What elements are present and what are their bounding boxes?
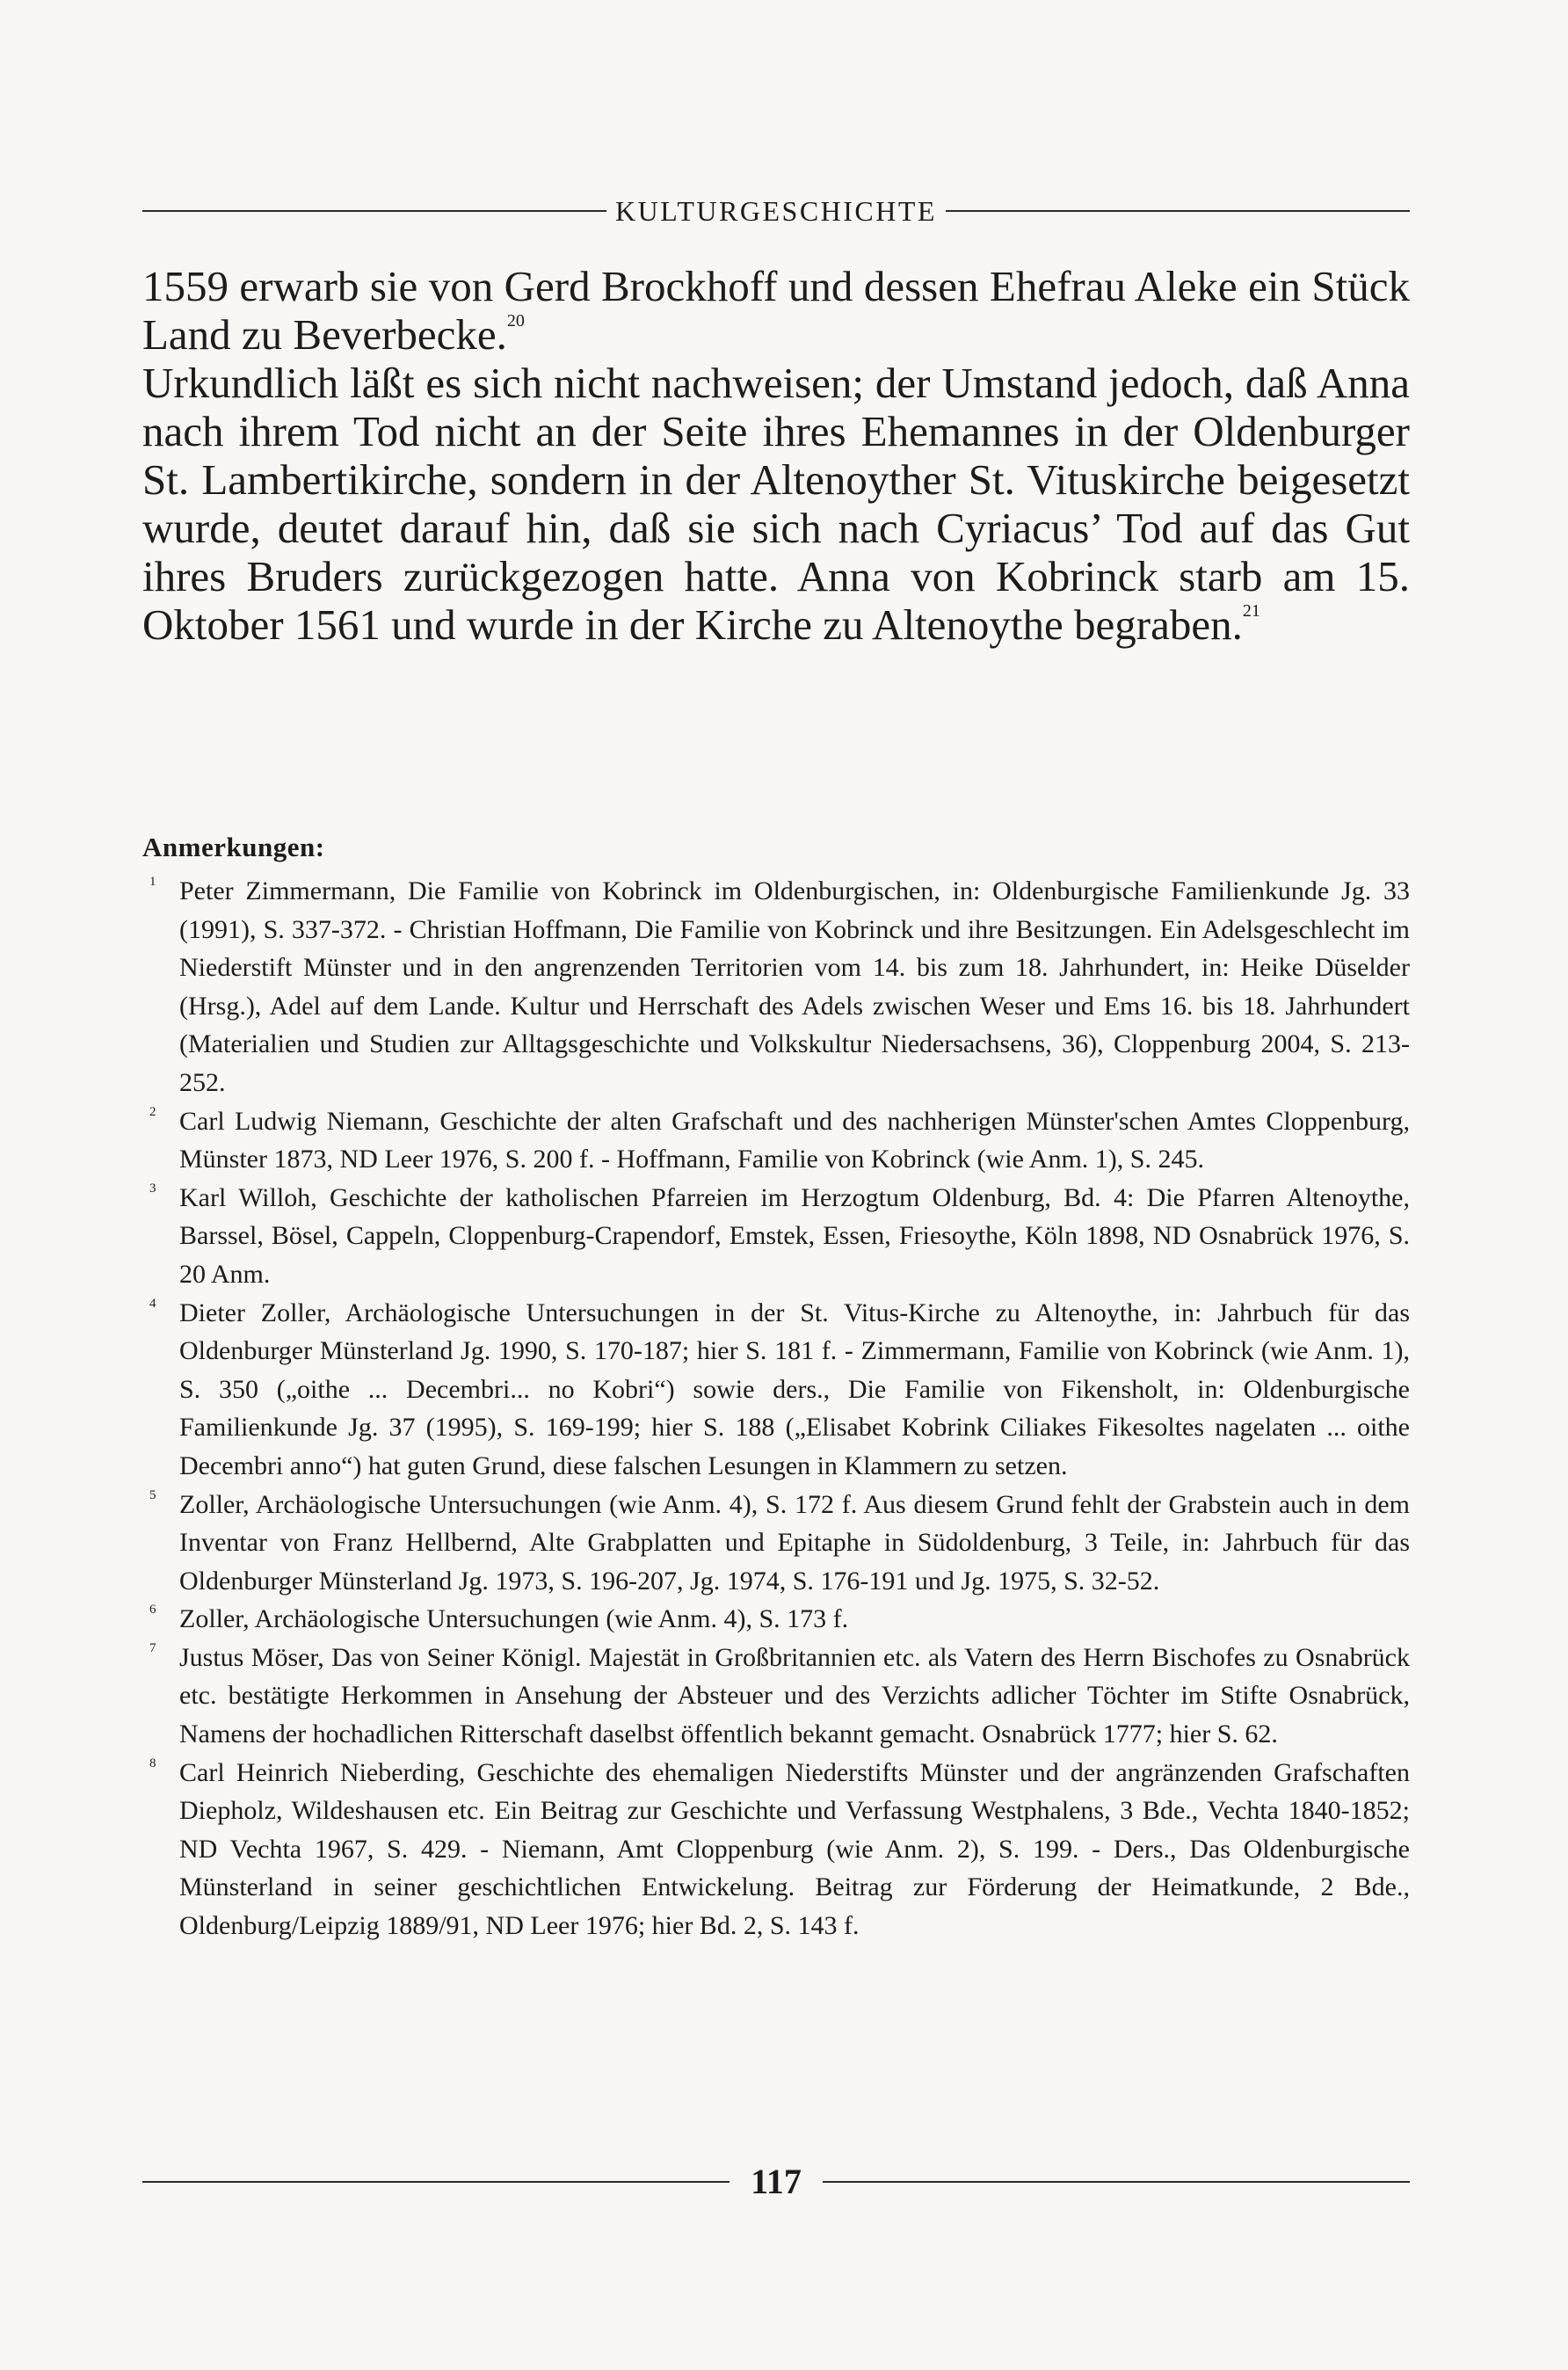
notes-heading: Anmerkungen: — [142, 832, 325, 862]
footnote-8: 8 Carl Heinrich Nieberding, Geschichte des ehemaligen Niederstifts Münster und der angränzenden Grafschaften Diepholz, Wildeshausen etc. Ein Beitrag zur Geschichte und Verfassung Westphalens, 3 Bde., Vechta 1840-1852; ND Vechta 1967, S. 429. - Niemann, Amt Cloppenburg (wie Anm. 2), S. 199. - Ders., Das Oldenburgische Münsterland in seiner geschichtlichen Entwickelung. Beitrag zur Förderung der Heimatkunde, 2 Bde., Oldenburg/Leipzig 1889/91, ND Leer 1976; hier Bd. 2, S. 143 f. — [149, 1756, 1410, 1941]
footnote-3: 3 Karl Willoh, Geschichte der katholischen Pfarreien im Herzogtum Oldenburg, Bd. 4: Die Pfarren Altenoythe, Barssel, Bösel, Cappeln, Cloppenburg-Crapendorf, Emstek, Essen, Friesoythe, Köln 1898, ND Osnabrück 1976, S. 20 Anm. — [149, 1181, 1410, 1289]
footnote-5: 5 Zoller, Archäologische Untersuchungen (wie Anm. 4), S. 172 f. Aus diesem Grund fehlt der Grabstein auch in dem Inventar von Franz Hellbernd, Alte Grabplatten und Epitaphe in Südoldenburg, 3 Teile, in: Jahrbuch für das Oldenburger Münsterland Jg. 1973, S. 196-207, Jg. 1974, S. 176-191 und Jg. 1975, S. 32-52. — [149, 1487, 1410, 1596]
header-rule-right — [946, 210, 1410, 212]
footer-rule-left — [142, 2181, 730, 2183]
footnote-number: 3 — [149, 1181, 156, 1196]
footnote-2: 2 Carl Ludwig Niemann, Geschichte der alten Grafschaft und des nachherigen Münster'schen Amtes Cloppenburg, Münster 1873, ND Leer 1976, S. 200 f. - Hoffmann, Familie von Kobrinck (wie Anm. 1), S. 245. — [149, 1104, 1410, 1174]
footnote-6: 6 Zoller, Archäologische Untersuchungen (wie Anm. 4), S. 173 f. — [149, 1603, 849, 1634]
footnote-ref-21: 21 — [1242, 601, 1260, 621]
header-rule-left — [142, 210, 606, 212]
footnote-number: 4 — [149, 1296, 156, 1311]
footnote-ref-20: 20 — [506, 311, 525, 331]
main-text — [142, 262, 1410, 649]
footnotes-list — [142, 872, 1410, 1945]
page-footer — [142, 2164, 1410, 2199]
footnote-number: 7 — [149, 1640, 156, 1655]
page-number: 117 — [751, 2162, 802, 2201]
footnote-1: 1 Peter Zimmermann, Die Familie von Kobrinck im Oldenburgischen, in: Oldenburgische Familienkunde Jg. 33 (1991), S. 337-372. - Christian Hoffmann, Die Familie von Kobrinck und ihre Besitzungen. Ein Adelsgeschlecht im Niederstift Münster und in den angrenzenden Territorien vom 14. bis zum 18. Jahrhundert, in: Heike Düselder (Hrsg.), Adel auf dem Lande. Kultur und Herrschaft des Adels zwischen Weser und Ems 16. bis 18. Jahrhundert (Materialien und Studien zur Alltagsgeschichte und Volkskultur Niedersachsens, 36), Cloppenburg 2004, S. 213-252. — [149, 875, 1410, 1097]
footnote-number: 1 — [149, 875, 156, 889]
footnote-4: 4 Dieter Zoller, Archäologische Untersuchungen in der St. Vitus-Kirche zu Altenoythe, in: Jahrbuch für das Oldenburger Münsterland Jg. 1990, S. 170-187; hier S. 181 f. - Zimmermann, Familie von Kobrinck (wie Anm. 1), S. 350 („oithe ... Decembri... no Kobri“) sowie ders., Die Familie von Fikensholt, in: Oldenburgische Familienkunde Jg. 37 (1995), S. 169-199; hier S. 188 („Elisabet Kobrink Ciliakes Fikesoltes nagelaten ... oithe Decembri anno“) hat guten Grund, diese falschen Lesungen in Klammern zu setzen. — [149, 1296, 1410, 1480]
paragraph-1: 1559 erwarb sie von Gerd Brockhoff und dessen Ehefrau Aleke ein Stück Land zu Beverbecke.$^{20}$ — [142, 262, 1410, 359]
paragraph-2: Urkundlich läßt es sich nicht nachweisen; der Umstand jedoch, daß Anna nach ihrem Tod nicht an der Seite ihres Ehemannes in der Oldenburger St. Lambertikirche, sondern in der Altenoyther St. Vituskirche beigesetzt wurde, deutet darauf hin, daß sie sich nach Cyriacus’ Tod auf das Gut ihres Bruders zurückgezogen hatte. Anna von Kobrinck starb am 15. Oktober 1561 und wurde in der Kirche zu Altenoythe begraben.$^{21}$ — [142, 359, 1410, 649]
footer-rule-right — [823, 2181, 1410, 2183]
running-header — [142, 197, 1410, 225]
footnote-7: 7 Justus Möser, Das von Seiner Königl. Majestät in Großbritannien etc. als Vatern des Herrn Bischofes zu Osnabrück etc. bestätigte Herkommen in Ansehung der Absteuer und des Verzichts adlicher Töchter im Stifte Osnabrück, Namens der hochadlichen Ritterschaft daselbst öffentlich bekannt gemacht. Osnabrück 1777; hier S. 62. — [149, 1640, 1410, 1749]
footnote-number: 5 — [149, 1487, 156, 1502]
footnote-number: 6 — [149, 1603, 156, 1618]
section-title: KULTURGESCHICHTE — [615, 195, 937, 227]
footnote-number: 8 — [149, 1756, 156, 1770]
footnote-number: 2 — [149, 1104, 156, 1119]
